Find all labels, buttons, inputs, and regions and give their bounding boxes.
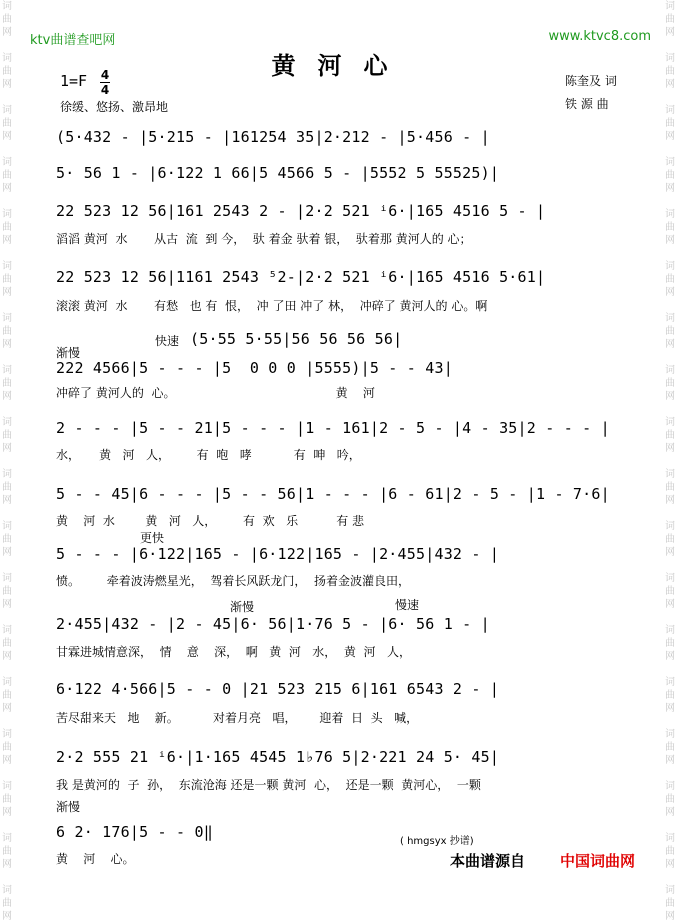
tempo-slower-2: 渐慢 [230,600,255,614]
lyric-row-11: 我 是黄河的 子 孙， 东流沧海 还是一颗 黄河 心， 还是一颗 黄河心， 一颗 [56,778,481,792]
tempo-fast-label: 快速 [155,334,180,348]
score-row-1: (5·432 - |5·215 - |161254 35|2·212 - |5·456 - | [56,128,490,146]
tempo-slower-4: 渐慢 [56,800,81,814]
site-url-right[interactable]: www.ktvc8.com [548,29,651,44]
site-name-left[interactable]: ktv曲谱查吧网 [30,33,116,48]
tempo-slower-1: 渐慢 [56,346,81,360]
lyric-row-3: 滔滔 黄河 水 从古 流 到 今， 驮 着金 驮着 银， 驮着那 黄河人的 心； [56,232,472,246]
score-row-8: 5 - - - |6·122|165 - |6·122|165 - |2·455|432 - | [56,545,500,563]
score-row-3: 22 523 12 56|161 2543 2 - |2·2 521 ⁱ6·|165 4516 5 - | [56,202,546,220]
lyric-row-12: 黄 河 心。 [56,852,135,866]
lyric-row-5: 冲碎了 黄河人的 心。 黄 河 [56,386,375,400]
tempo-slower-3: 慢速 [395,598,420,612]
lyricist-credit: 陈奎及 词 [565,74,617,88]
performance-mood: 徐缓、悠扬、激昂地 [60,100,169,114]
score-row-5: 222 4566|5 - - - |5 0 0 0 |5555)|5 - - 43| [56,359,453,377]
score-row-9: 2·455|432 - |2 - 45|6· 56|1·76 5 - |6· 56 1 - | [56,615,490,633]
score-row-12: 6 2· 176|5 - - 0‖ [56,823,213,841]
score-row-6: 2 - - - |5 - - 21|5 - - - |1 - 161|2 - 5 - |4 - 35|2 - - - | [56,419,610,437]
score-row-10: 6·122 4·566|5 - - 0 |21 523 215 6|161 6543 2 - | [56,680,500,698]
meter-top: 4 [100,68,110,82]
watermark-right: 词 曲 网 词 曲 网 词 曲 网 词 曲 网 词 曲 网 词 曲 网 词 曲 网 词 曲 网 词 曲 网 词 曲 网 词 曲 网 词 曲 网 词 曲 网 词 曲 网 词 曲 网 词 曲 网 词 曲 网 词 曲 网 [665,1,675,922]
score-row-2: 5· 56 1 - |6·122 1 66|5 4566 5 - |5552 5 55525)| [56,164,500,182]
lyric-row-7: 黄 河 水 黄 河 人， 有 欢 乐 有 悲 [56,514,365,528]
lyric-row-9: 甘霖进城情意深， 情 意 深， 啊 黄 河 水， 黄 河 人， [56,645,411,659]
key-signature: 1=F [60,72,88,90]
score-row-11: 2·2 555 21 ⁱ6·|1·165 4545 1♭76 5|2·221 24 5· 45| [56,748,500,766]
lyric-row-8: 愤。 牵着波涛燃星光， 驾着长风跃龙门， 扬着金波灌良田， [56,574,410,588]
source-site-link[interactable]: 中国词曲网 [560,852,636,870]
copyist-note: ( hmgsyx 抄谱) [400,836,474,847]
score-row-4: 22 523 12 56|1161 2543 ⁵2-|2·2 521 ⁱ6·|165 4516 5·61| [56,268,546,286]
fast-phrase: (5·55 5·55|56 56 56 56| [190,330,403,348]
composer-credit: 铁 源 曲 [565,97,609,111]
score-row-7: 5 - - 45|6 - - - |5 - - 56|1 - - - |6 - 61|2 - 5 - |1 - 7·6| [56,485,610,503]
song-title: 黄河心 [271,52,410,80]
watermark-left: 词 曲 网 词 曲 网 词 曲 网 词 曲 网 词 曲 网 词 曲 网 词 曲 网 词 曲 网 词 曲 网 词 曲 网 词 曲 网 词 曲 网 词 曲 网 词 曲 网 词 曲 网 词 曲 网 词 曲 网 词 曲 网 [2,1,12,922]
lyric-row-10: 苦尽甜来天 地 新。 对着月亮 唱， 迎着 日 头 喊， [56,711,419,725]
lyric-row-6: 水， 黄 河 人， 有 咆 哮 有 呻 吟， [56,448,361,462]
source-prefix: 本曲谱源自 [450,852,526,870]
tempo-faster: 更快 [140,531,165,545]
meter-bottom: 4 [100,83,110,97]
lyric-row-4: 滚滚 黄河 水 有愁 也 有 恨， 冲 了田 冲了 林， 冲碎了 黄河人的 心。啊 [56,299,488,313]
time-signature [100,69,110,96]
